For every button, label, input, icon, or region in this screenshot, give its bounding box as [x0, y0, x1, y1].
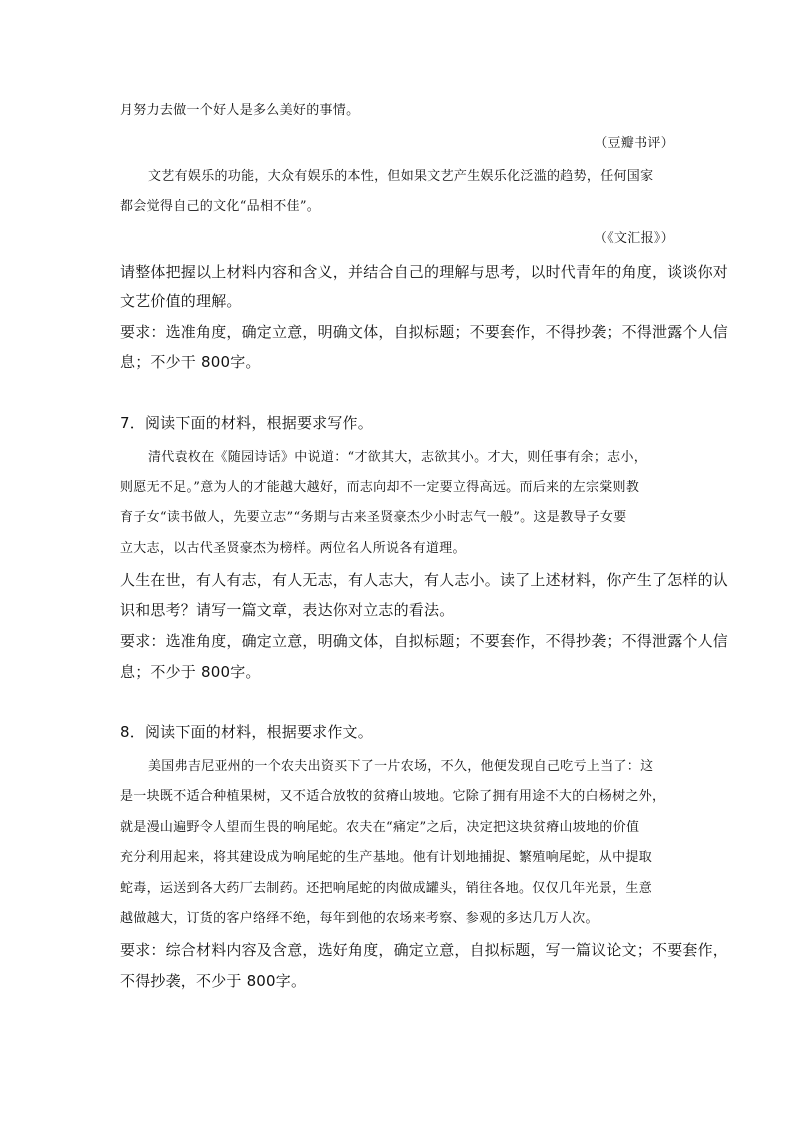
material-text: 蛇毒，运送到各大药厂去制药。还把响尾蛇的肉做成罐头，销往各地。仅仅几年光景，生意 [120, 881, 653, 896]
requirement-text: 要求：选准角度，确定立意，明确文体，自拟标题；不要套作，不得抄袭；不得泄露个人信 [120, 632, 729, 650]
question-heading: 8．阅读下面的材料，根据要求作文。 [120, 723, 373, 741]
requirement-text: 不得抄袭，不少于 800字。 [120, 972, 307, 990]
prompt-text: 文艺价值的理解。 [120, 292, 242, 310]
requirement-text: 要求：综合材料内容及含意，选好角度，确定立意，自拟标题，写一篇议论文；不要套作， [120, 941, 729, 959]
material-text: 越做越大，订货的客户络绎不绝，每年到他的农场来考察、参观的多达几万人次。 [120, 911, 599, 926]
material-text: 清代袁枚在《随园诗话》中说道：“才欲其大，志欲其小。才大，则任事有余；志小， [148, 450, 648, 465]
material-text: 就是漫山遍野令人望而生畏的响尾蛇。农夫在“痛定”之后，决定把这块贫瘠山坡地的价值 [120, 820, 640, 835]
requirement-text: 息；不少干 800字。 [120, 353, 261, 371]
material-text: 美国弗吉尼亚州的一个农夫出资买下了一片农场，不久，他便发现自己吃亏上当了：这 [148, 759, 654, 774]
material-text: 月努力去做一个好人是多么美好的事情。 [120, 103, 360, 118]
material-text: 则愿无不足。”意为人的才能越大越好，而志向却不一定要立得高远。而后来的左宗棠则教 [120, 480, 640, 495]
prompt-text: 请整体把握以上材料内容和含义，并结合自己的理解与思考，以时代青年的角度，谈谈你对 [120, 263, 729, 281]
prompt-text: 人生在世，有人有志，有人无志，有人志大，有人志小。读了上述材料，你产生了怎样的认 [120, 571, 729, 589]
source-citation: （豆瓣书评） [594, 136, 674, 151]
question-heading: 7．阅读下面的材料，根据要求写作。 [120, 414, 373, 432]
requirement-text: 息；不少于 800字。 [120, 663, 261, 681]
requirement-text: 要求：选准角度，确定立意，明确文体，自拟标题；不要套作，不得抄袭；不得泄露个人信 [120, 323, 729, 341]
prompt-text: 识和思考？请写一篇文章，表达你对立志的看法。 [120, 601, 455, 619]
source-citation: （《文汇报》） [593, 231, 674, 246]
material-text: 立大志，以古代圣贤豪杰为榜样。两位名人所说各有道理。 [120, 541, 466, 556]
material-text: 育子女“读书做人，先要立志”“务期与古来圣贤豪杰少小时志气一般”。这是教导子女要 [120, 510, 627, 525]
material-text: 文艺有娱乐的功能，大众有娱乐的本性，但如果文艺产生娱乐化泛滥的趋势，任何国家 [148, 169, 654, 184]
material-text: 充分利用起来，将其建设成为响尾蛇的生产基地。他有计划地捕捉、繁殖响尾蛇，从中提取 [120, 850, 653, 865]
material-text: 是一块既不适合种植果树，又不适合放牧的贫瘠山坡地。它除了拥有用途不大的白杨树之外， [120, 789, 666, 804]
material-text: 都会觉得自己的文化“品相不佳”。 [120, 199, 321, 214]
